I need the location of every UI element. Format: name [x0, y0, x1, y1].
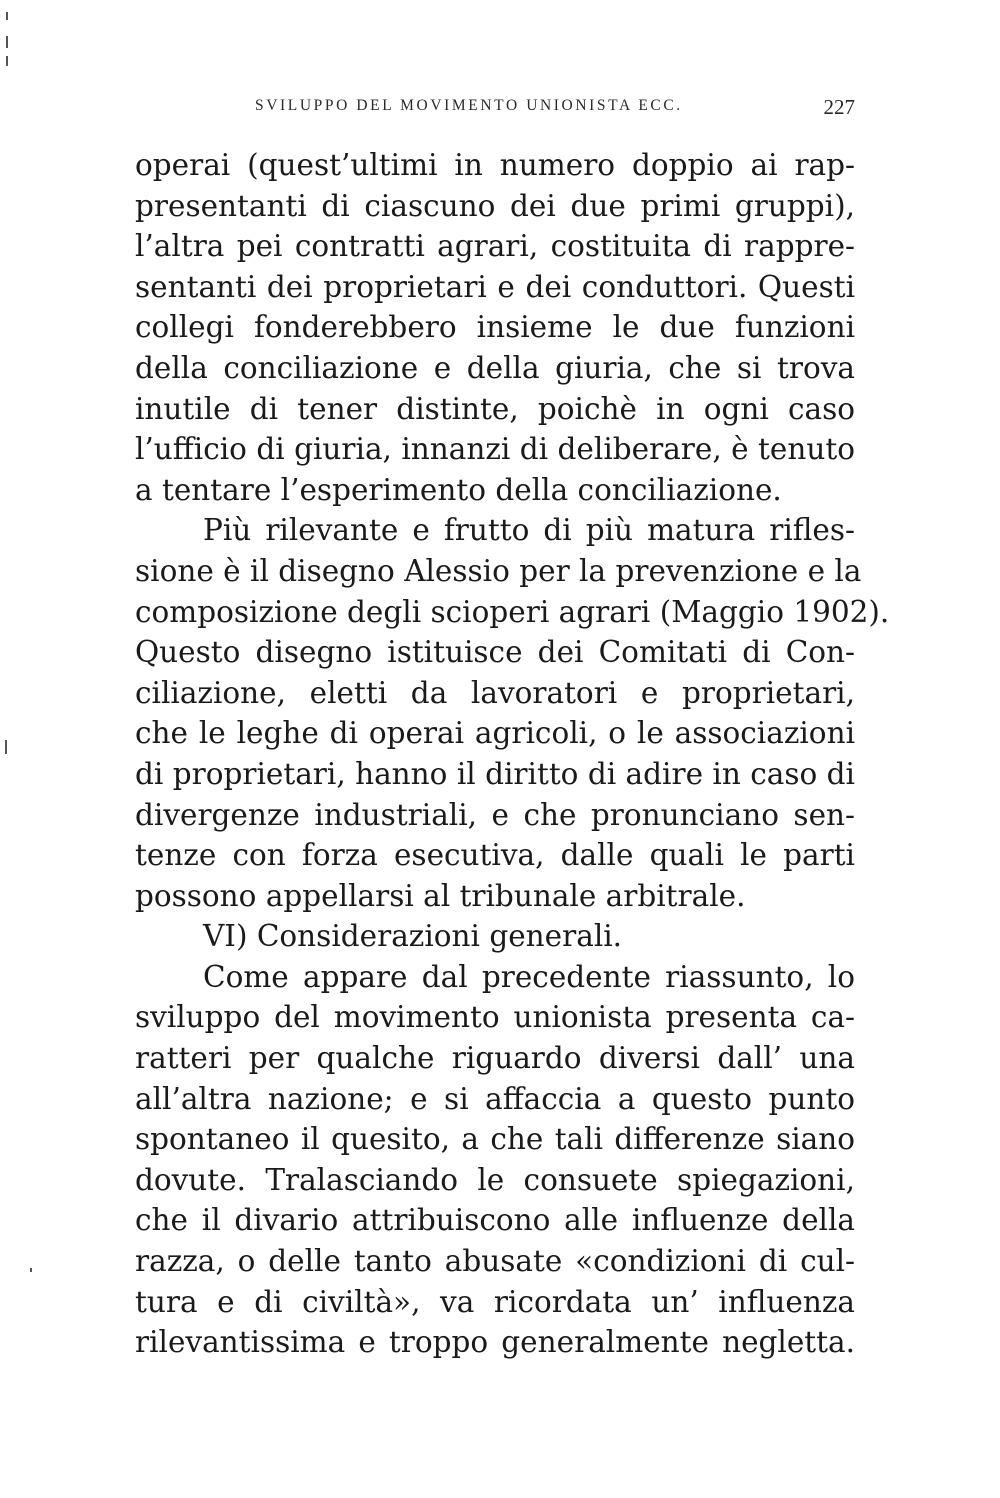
- text-line: della conciliazione e della giuria, che si trova: [135, 350, 855, 385]
- text-line: sione è il disegno Alessio per la prevenzione e la: [135, 553, 862, 588]
- text-line: rilevantissima e troppo generalmente negletta.: [135, 1325, 855, 1360]
- text-line: tura e di civiltà», va ricordata un’ influenza: [135, 1284, 855, 1319]
- text-line: l’ufficio di giuria, innanzi di deliberare, è tenuto: [135, 432, 855, 467]
- text-line: possono appellarsi al tribunale arbitrale.: [135, 878, 746, 913]
- text-line: Più rilevante e frutto di più matura rifles-: [203, 513, 855, 548]
- section-heading: VI) Considerazioni generali.: [203, 919, 623, 954]
- text-line: che le leghe di operai agricoli, o le associazioni: [135, 716, 855, 751]
- scan-speck: [6, 56, 8, 66]
- scan-speck: [30, 1268, 32, 1272]
- running-head: [135, 95, 855, 119]
- text-line: Come appare dal precedente riassunto, lo: [203, 959, 855, 994]
- text-line: dovute. Tralasciando le consuete spiegazioni,: [135, 1162, 855, 1197]
- text-line: di proprietari, hanno il diritto di adire in caso di: [135, 756, 855, 791]
- page-number: 227: [823, 95, 855, 119]
- text-line: che il divario attribuiscono alle influenze della: [135, 1203, 855, 1238]
- text-line: divergenze industriali, e che pronunciano sen-: [135, 797, 855, 832]
- text-line: all’altra nazione; e si affaccia a questo punto: [135, 1081, 855, 1116]
- text-line: tenze con forza esecutiva, dalle quali le parti: [135, 838, 855, 873]
- text-line: sviluppo del movimento unionista presenta ca-: [135, 1000, 855, 1035]
- text-line: ratteri per qualche riguardo diversi dall’ una: [135, 1041, 855, 1076]
- scan-speck: [5, 740, 7, 754]
- text-line: spontaneo il quesito, a che tali differenze siano: [135, 1122, 855, 1157]
- text-line: composizione degli scioperi agrari (Maggio 1902).: [135, 594, 890, 629]
- scan-speck: [6, 36, 8, 48]
- text-line: inutile di tener distinte, poichè in ogni caso: [135, 391, 855, 426]
- text-line: a tentare l’esperimento della conciliazione.: [135, 472, 782, 507]
- running-title: SVILUPPO DEL MOVIMENTO UNIONISTA ECC.: [255, 97, 683, 114]
- text-line: ciliazione, eletti da lavoratori e proprietari,: [135, 675, 855, 710]
- text-line: Questo disegno istituisce dei Comitati di Con-: [135, 635, 855, 670]
- scan-speck: [6, 12, 8, 20]
- text-line: sentanti dei proprietari e dei conduttori. Questi: [135, 269, 855, 304]
- body-text: [135, 145, 890, 1363]
- text-line: operai (quest’ultimi in numero doppio ai rap-: [135, 148, 855, 182]
- text-line: presentanti di ciascuno dei due primi gruppi),: [135, 188, 855, 223]
- text-line: l’altra pei contratti agrari, costituita di rappre-: [135, 229, 855, 264]
- text-line: collegi fonderebbero insieme le due funzioni: [135, 310, 855, 345]
- text-line: razza, o delle tanto abusate «condizioni di cul-: [135, 1244, 855, 1279]
